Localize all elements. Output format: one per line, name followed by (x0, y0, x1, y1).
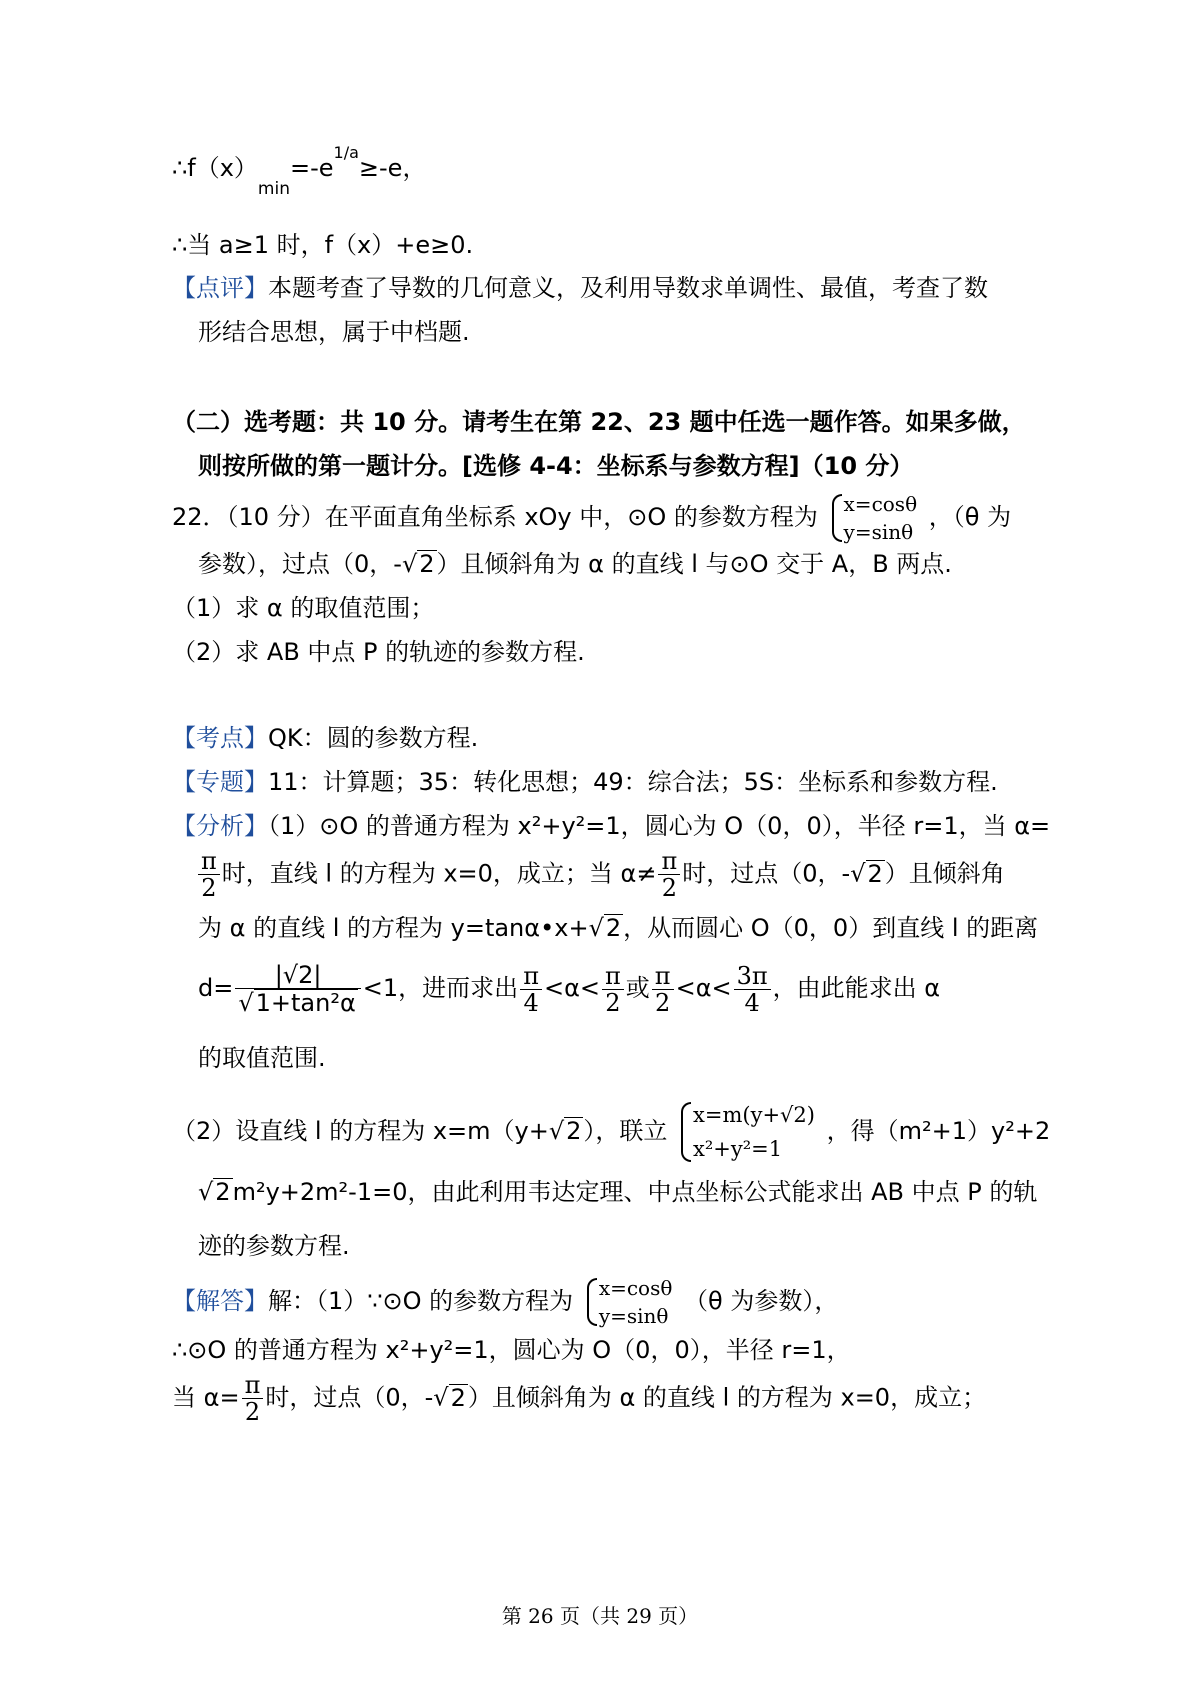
text: 22．（10 分）在平面直角坐标系 xOy 中，⊙O 的参数方程为 (172, 503, 818, 531)
question-22-part-1: （1）求 α 的取值范围； (172, 594, 435, 622)
jieda-line-3: 当 α= $\frac{\pi}{2}$ 时，过点（0，‑√2）且倾斜角为 α 的直线 l 的方程为 x=0，成立； (172, 1371, 987, 1426)
fraction-pi-over-2: $\frac{\pi}{2}$ (652, 963, 674, 1016)
text: ，从而圆心 O（0，0）到直线 l 的距离 (623, 914, 1039, 942)
section-heading-1: （二）选考题：共 10 分。请考生在第 22、23 题中任选一题作答。如果多做， (172, 408, 1026, 436)
kaodian-tag: 【考点】 (172, 724, 268, 752)
eq-circle: x²+y²=1 (693, 1137, 783, 1161)
fraction-3pi-over-4: $\frac{3\pi}{4}$ (734, 963, 771, 1016)
fraction-pi-over-2: $\frac{\pi}{2}$ (602, 963, 624, 1016)
sqrt-2: 2 (215, 1178, 231, 1206)
question-22-line-1 (172, 490, 1011, 546)
eq-line: x=m(y+√2) (693, 1103, 815, 1127)
fenxi-line-3: 为 α 的直线 l 的方程为 y=tanα•x+√2，从而圆心 O（0，0）到直线 l 的距离 (198, 914, 1039, 942)
sqrt-2: 2 (566, 1117, 582, 1145)
jieda-line-2: ∴⊙O 的普通方程为 x²+y²=1，圆心为 O（0，0），半径 r=1， (172, 1336, 851, 1364)
text: 时，过点（0，‑ (265, 1383, 434, 1412)
fraction-pi-over-4: $\frac{\pi}{4}$ (520, 963, 542, 1016)
review-line-2: 形结合思想，属于中档题. (198, 318, 470, 346)
parametric-system (830, 490, 918, 546)
text: ），联立 (583, 1117, 668, 1145)
text: 11：计算题；35：转化思想；49：综合法；5S：坐标系和参数方程. (268, 768, 998, 796)
text: 当 α= (172, 1383, 240, 1412)
line-fmin (172, 143, 427, 199)
text: （1）⊙O 的普通方程为 x²+y²=1，圆心为 O（0，0），半径 r=1，当 α= (268, 812, 1051, 840)
fenxi-line-4 (198, 962, 940, 1016)
fenxi-line-2: $\frac{\pi}{2}$ 时，直线 l 的方程为 x=0，成立；当 α≠ $\frac{\pi}{2}$ 时，过点（0，‑√2）且倾斜角 (196, 848, 1005, 901)
text: 为 α 的直线 l 的方程为 y=tanα•x+ (198, 914, 589, 942)
section-heading-2: 则按所做的第一题计分。[选修 4-4：坐标系与参数方程]（10 分） (198, 452, 914, 480)
eq-x: x=cosθ (598, 1276, 673, 1300)
text: （θ 为参数）， (684, 1287, 839, 1315)
line-circle-system (679, 1098, 815, 1166)
text: ≥‑e， (358, 154, 427, 182)
text: ）且倾斜角为 α 的直线 l 的方程为 x=0，成立； (467, 1383, 987, 1412)
text: 时，过点（0，‑ (682, 859, 851, 888)
zhuanti-line (172, 762, 998, 802)
review-text: 本题考查了导数的几何意义，及利用导数求单调性、最值，考查了数 (268, 274, 988, 302)
fenxi-line-7: √2m²y+2m²‑1=0，由此利用韦达定理、中点坐标公式能求出 AB 中点 P 的轨 (198, 1178, 1038, 1206)
text: ，由此能求出 α (772, 974, 941, 1002)
jieda-line-1 (172, 1274, 838, 1330)
text: 或 (625, 974, 650, 1002)
sqrt-2: 2 (605, 914, 622, 942)
eq-x: x=cosθ (843, 492, 918, 516)
text: 时，直线 l 的方程为 x=0，成立；当 α≠ (221, 859, 657, 888)
text: ）且倾斜角 (884, 859, 1005, 888)
text: ∴f（x） (172, 154, 258, 182)
text: QK：圆的参数方程. (268, 724, 479, 752)
question-22-part-2: （2）求 AB 中点 P 的轨迹的参数方程. (172, 638, 585, 666)
text: =‑e (289, 154, 334, 182)
review-tag: 【点评】 (172, 274, 268, 302)
zhuanti-tag: 【专题】 (172, 768, 268, 796)
fenxi-line-5: 的取值范围. (198, 1044, 326, 1072)
fraction-pi-over-2: $\frac{\pi}{2}$ (242, 1372, 264, 1425)
eq-y: y=sinθ (598, 1304, 669, 1328)
text: <1，进而求出 (362, 974, 519, 1002)
fenxi-tag: 【分析】 (172, 812, 268, 840)
text: <α< (675, 974, 732, 1002)
text: （2）设直线 l 的方程为 x=m（y+ (172, 1117, 549, 1145)
fenxi-line-6: （2）设直线 l 的方程为 x=m（y+√2），联立 x=m(y+√2) x²+y²=1 ，得（m²+1）y²+2 (172, 1098, 1050, 1166)
text: m²y+2m²‑1=0，由此利用韦达定理、中点坐标公式能求出 AB 中点 P 的轨 (232, 1178, 1038, 1206)
text: <α< (543, 974, 601, 1002)
text: ，得（m²+1）y²+2 (826, 1117, 1051, 1145)
text: 解：（1）∵⊙O 的参数方程为 (268, 1287, 574, 1315)
sqrt-2: 2 (450, 1383, 466, 1412)
subscript: min (257, 179, 290, 199)
question-22-line-2: 参数），过点（0，‑√2）且倾斜角为 α 的直线 l 与⊙O 交于 A，B 两点. (198, 550, 952, 578)
sqrt-2: 2 (867, 859, 883, 888)
fraction-pi-over-2: $\frac{\pi}{2}$ (198, 848, 220, 901)
text: d= (198, 974, 234, 1002)
page-footer: 第 26 页（共 29 页） (501, 1604, 699, 1628)
parametric-system (585, 1274, 673, 1330)
text: ）且倾斜角为 α 的直线 l 与⊙O 交于 A，B 两点. (436, 550, 952, 578)
fraction-pi-over-2: $\frac{\pi}{2}$ (658, 848, 680, 901)
line-conclusion: ∴当 a≥1 时，f（x）+e≥0. (172, 231, 474, 259)
review-line-1 (172, 268, 988, 308)
kaodian-line (172, 718, 478, 758)
fenxi-line-1 (172, 806, 1050, 846)
sqrt-2: 2 (419, 550, 435, 578)
jieda-tag: 【解答】 (172, 1287, 268, 1315)
exponent: 1/a (333, 143, 359, 162)
text: ，（θ 为 (928, 503, 1012, 531)
eq-y: y=sinθ (843, 520, 914, 544)
text: 参数），过点（0，‑ (198, 550, 402, 578)
fenxi-line-8: 迹的参数方程. (198, 1232, 350, 1260)
distance-fraction: $\frac{|√2|}{\text{√1+tan²α}}$ (235, 962, 360, 1016)
